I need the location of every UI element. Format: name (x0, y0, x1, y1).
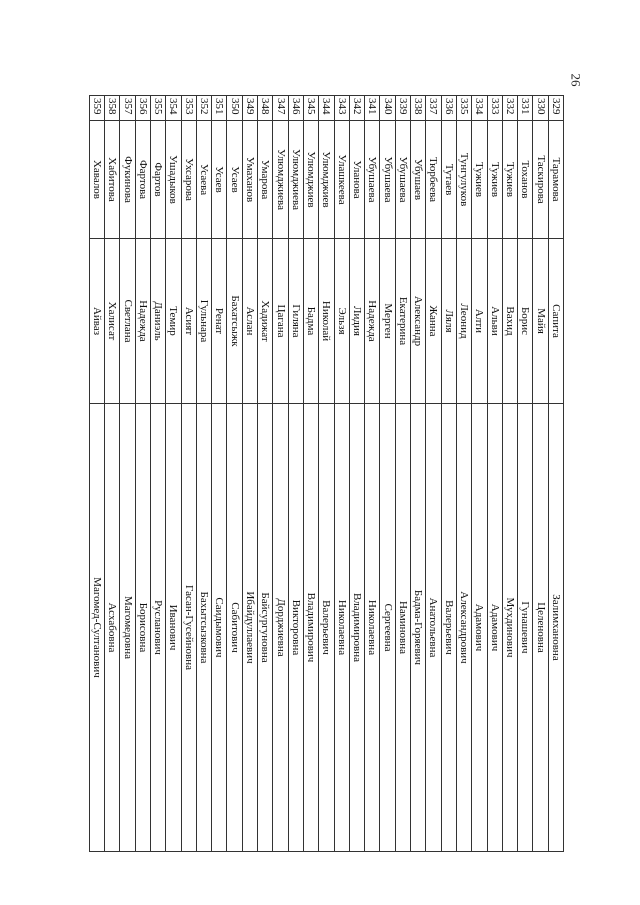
table-row (533, 96, 548, 852)
table-row (502, 96, 517, 852)
row-number-cell: 356 (135, 96, 150, 121)
patronymic-cell: Саидымович (212, 404, 227, 852)
patronymic-cell: Адамович (472, 404, 487, 852)
row-number-cell: 355 (150, 96, 165, 121)
row-number-cell: 332 (502, 96, 517, 121)
first-name-cell: Екатерина (395, 239, 410, 404)
surname-cell: Тужиев (487, 121, 502, 239)
first-name-cell: Даниэль (150, 239, 165, 404)
table-row (334, 96, 349, 852)
surname-cell: Фукинова (120, 121, 135, 239)
first-name-cell: Александр (411, 239, 426, 404)
first-name-cell: Лидия (349, 239, 364, 404)
table-row (487, 96, 502, 852)
row-number-cell: 343 (334, 96, 349, 121)
table-row (150, 96, 165, 852)
first-name-cell: Ренат (212, 239, 227, 404)
surname-cell: Тоханов (518, 121, 533, 239)
surname-cell: Убушаева (395, 121, 410, 239)
first-name-cell: Борис (518, 239, 533, 404)
first-name-cell: Аслан (242, 239, 257, 404)
first-name-cell: Леонид (456, 239, 471, 404)
table-row (349, 96, 364, 852)
table-row (411, 96, 426, 852)
surname-cell: Хабитова (105, 121, 120, 239)
patronymic-cell: Николаевна (365, 404, 380, 852)
surname-cell: Тарамова (548, 121, 563, 239)
row-number-cell: 337 (426, 96, 441, 121)
row-number-cell: 353 (181, 96, 196, 121)
table-row (258, 96, 273, 852)
row-number-cell: 331 (518, 96, 533, 121)
patronymic-cell: Асхабовна (105, 404, 120, 852)
patronymic-cell: Бахытсызковна (196, 404, 211, 852)
patronymic-cell: Борисовна (135, 404, 150, 852)
row-number-cell: 333 (487, 96, 502, 121)
table-row (120, 96, 135, 852)
table-row (212, 96, 227, 852)
table-row (89, 96, 104, 852)
table-row (365, 96, 380, 852)
row-number-cell: 340 (380, 96, 395, 121)
row-number-cell: 345 (303, 96, 318, 121)
surname-cell: Ушадыков (166, 121, 181, 239)
table-row (380, 96, 395, 852)
surname-cell: Тунгулуков (456, 121, 471, 239)
row-number-cell: 338 (411, 96, 426, 121)
document-table-container (84, 95, 564, 839)
table-row (273, 96, 288, 852)
surname-cell: Хавалов (89, 121, 104, 239)
surname-cell: Убушаев (411, 121, 426, 239)
patronymic-cell: Магомед-Султанович (89, 404, 104, 852)
surname-cell: Усаев (227, 121, 242, 239)
surname-cell: Тужиев (502, 121, 517, 239)
row-number-cell: 359 (89, 96, 104, 121)
first-name-cell: Асият (181, 239, 196, 404)
row-number-cell: 354 (166, 96, 181, 121)
first-name-cell: Бахатсыжк (227, 239, 242, 404)
first-name-cell: Эльзя (334, 239, 349, 404)
table-row (288, 96, 303, 852)
patronymic-cell: Адамович (487, 404, 502, 852)
patronymic-cell: Александрович (456, 404, 471, 852)
first-name-cell: Мерген (380, 239, 395, 404)
surname-cell: Улюмджиев (303, 121, 318, 239)
first-name-cell: Бадма (303, 239, 318, 404)
surname-cell: Фартов (150, 121, 165, 239)
patronymic-cell: Сергеевна (380, 404, 395, 852)
table-row (196, 96, 211, 852)
row-number-cell: 351 (212, 96, 227, 121)
surname-cell: Улюмджиева (273, 121, 288, 239)
surname-cell: Тутаев (441, 121, 456, 239)
table-row (242, 96, 257, 852)
surname-cell: Улюмджиев (319, 121, 334, 239)
first-name-cell: Цагана (273, 239, 288, 404)
table-row (227, 96, 242, 852)
first-name-cell: Майя (533, 239, 548, 404)
surname-cell: Убушаева (365, 121, 380, 239)
table-row (303, 96, 318, 852)
row-number-cell: 350 (227, 96, 242, 121)
table-row (181, 96, 196, 852)
patronymic-cell: Мухдинович (502, 404, 517, 852)
table-row (426, 96, 441, 852)
row-number-cell: 349 (242, 96, 257, 121)
first-name-cell: Светлана (120, 239, 135, 404)
surname-cell: Фартова (135, 121, 150, 239)
row-number-cell: 329 (548, 96, 563, 121)
table-row (472, 96, 487, 852)
table-row (456, 96, 471, 852)
row-number-cell: 335 (456, 96, 471, 121)
first-name-cell: Ляля (441, 239, 456, 404)
surname-cell: Умарова (258, 121, 273, 239)
first-name-cell: Сапита (548, 239, 563, 404)
patronymic-cell: Валерьевич (441, 404, 456, 852)
first-name-cell: Альви (487, 239, 502, 404)
patronymic-cell: Гунашевич (518, 404, 533, 852)
first-name-cell: Жанна (426, 239, 441, 404)
surname-cell: Ухсарова (181, 121, 196, 239)
surname-cell: Усаев (212, 121, 227, 239)
first-name-cell: Темир (166, 239, 181, 404)
first-name-cell: Николай (319, 239, 334, 404)
patronymic-cell: Сабитович (227, 404, 242, 852)
row-number-cell: 336 (441, 96, 456, 121)
table-row (105, 96, 120, 852)
row-number-cell: 341 (365, 96, 380, 121)
table-row (441, 96, 456, 852)
patronymic-cell: Викторовна (288, 404, 303, 852)
patronymic-cell: Целеновна (533, 404, 548, 852)
first-name-cell: Надежда (135, 239, 150, 404)
row-number-cell: 334 (472, 96, 487, 121)
surname-cell: Улюмджиева (288, 121, 303, 239)
row-number-cell: 344 (319, 96, 334, 121)
patronymic-cell: Николаевна (334, 404, 349, 852)
surname-cell: Тужиев (472, 121, 487, 239)
page-number: 26 (568, 73, 584, 87)
patronymic-cell: Иванович (166, 404, 181, 852)
patronymic-cell: Магомедовна (120, 404, 135, 852)
row-number-cell: 330 (533, 96, 548, 121)
first-name-cell: Гиляна (288, 239, 303, 404)
patronymic-cell: Дорджиевна (273, 404, 288, 852)
patronymic-cell: Владимировна (349, 404, 364, 852)
patronymic-cell: Бадма-Горяевич (411, 404, 426, 852)
row-number-cell: 346 (288, 96, 303, 121)
table-row (166, 96, 181, 852)
row-number-cell: 339 (395, 96, 410, 121)
row-number-cell: 358 (105, 96, 120, 121)
surname-cell: Таскирова (533, 121, 548, 239)
first-name-cell: Айваз (89, 239, 104, 404)
row-number-cell: 347 (273, 96, 288, 121)
table-row (518, 96, 533, 852)
surname-cell: Улашкеева (334, 121, 349, 239)
patronymic-cell: Байсургуновна (258, 404, 273, 852)
surname-cell: Усаева (196, 121, 211, 239)
patronymic-cell: Анатольевна (426, 404, 441, 852)
patronymic-cell: Русланович (150, 404, 165, 852)
row-number-cell: 357 (120, 96, 135, 121)
surname-cell: Тюрбеева (426, 121, 441, 239)
patronymic-cell: Гасан-Гусейновна (181, 404, 196, 852)
surname-cell: Уланова (349, 121, 364, 239)
first-name-cell: Хадижат (258, 239, 273, 404)
patronymic-cell: Ибайдуллаевич (242, 404, 257, 852)
patronymic-cell: Владимирович (303, 404, 318, 852)
row-number-cell: 342 (349, 96, 364, 121)
row-number-cell: 352 (196, 96, 211, 121)
patronymic-cell: Залимхановна (548, 404, 563, 852)
first-name-cell: Гульнара (196, 239, 211, 404)
first-name-cell: Алти (472, 239, 487, 404)
surname-cell: Умаханов (242, 121, 257, 239)
first-name-cell: Халисат (105, 239, 120, 404)
row-number-cell: 348 (258, 96, 273, 121)
persons-table (89, 95, 564, 852)
surname-cell: Убушаева (380, 121, 395, 239)
patronymic-cell: Наминовна (395, 404, 410, 852)
table-row (319, 96, 334, 852)
patronymic-cell: Валерьевич (319, 404, 334, 852)
table-row (548, 96, 563, 852)
persons-table-body (89, 96, 563, 852)
table-row (135, 96, 150, 852)
first-name-cell: Надежда (365, 239, 380, 404)
table-row (395, 96, 410, 852)
first-name-cell: Вахид (502, 239, 517, 404)
